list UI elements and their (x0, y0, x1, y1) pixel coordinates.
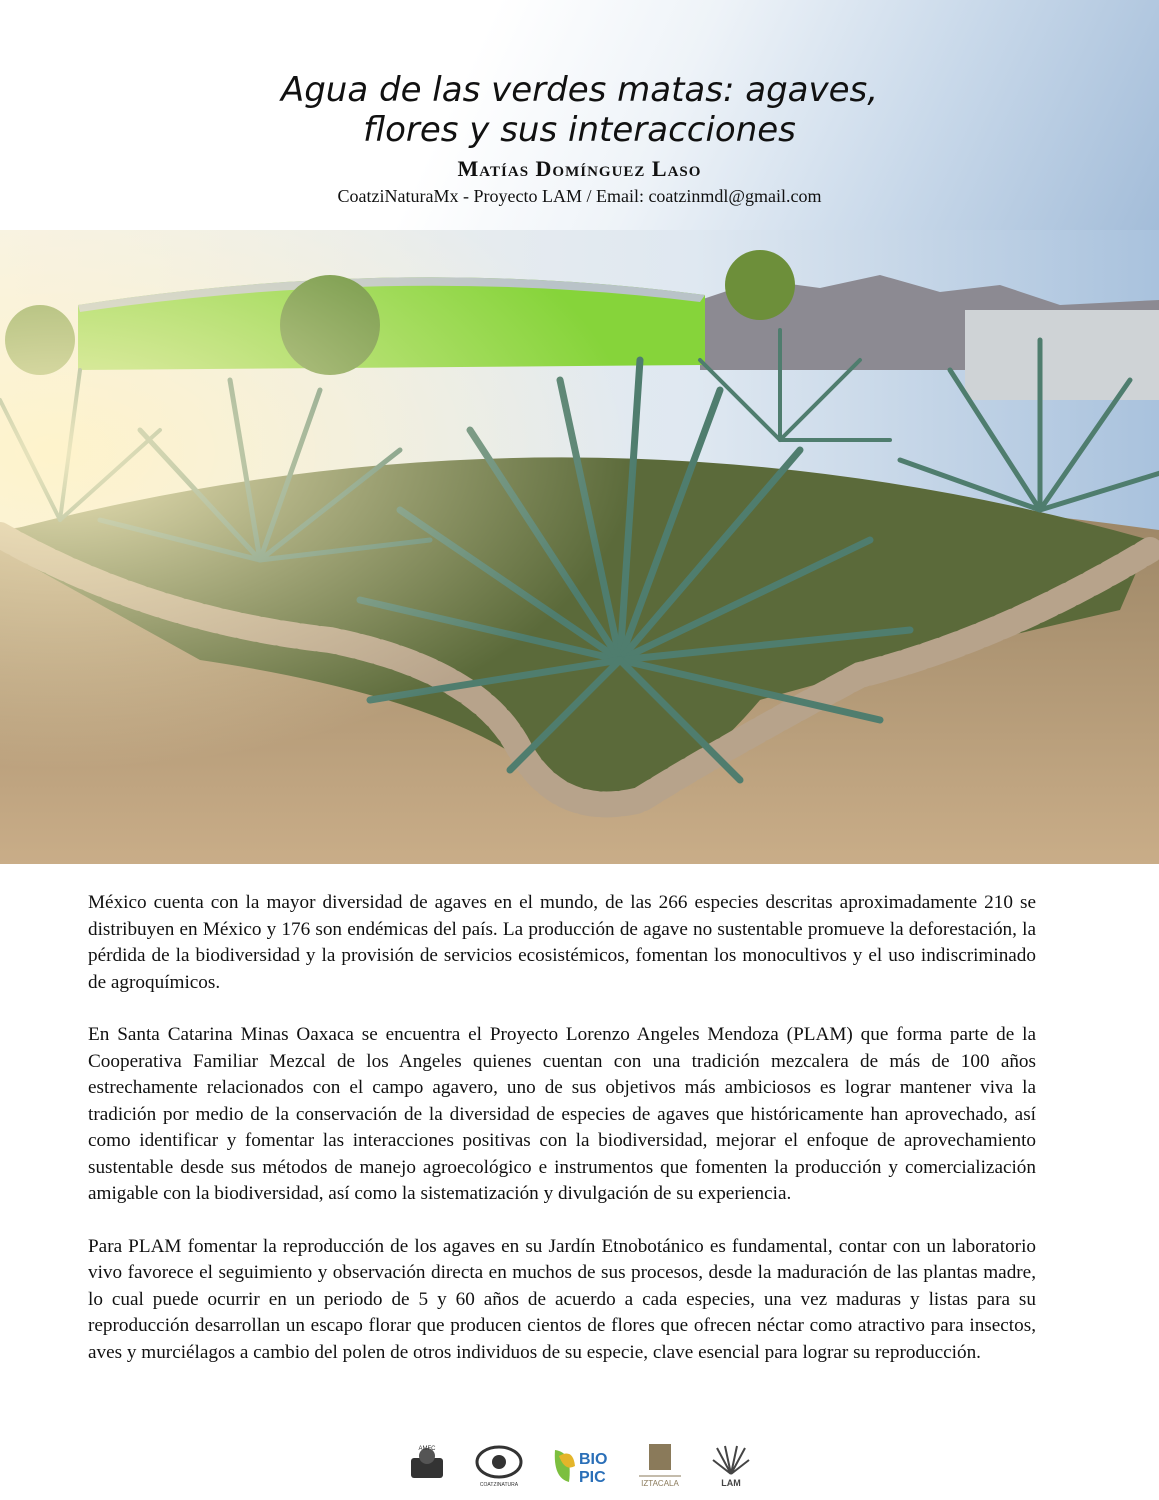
paragraph-2: En Santa Catarina Minas Oaxaca se encuentra el Proyecto Lorenzo Angeles Mendoza (PLAM) que forma parte de la Cooperativa Familiar Mezcal de los Angeles quienes cuentan con una tradición mezcalera de más de 100 años estrechamente relacionados con el campo agavero, uno de sus objetivos más ambiciosos es lograr mantener viva la tradición por medio de la conservación de la diversidad de especies de agaves que históricamente han aprovechado, así como identificar y fomentar las interacciones positivas con la biodiversidad, mejorar el enfoque de aprovechamiento sustentable desde sus métodos de manejo agroecológico e instrumentos que fomenten la producción y comercialización amigable con la biodiversidad, así como la sistematización y divulgación de su experiencia. (88, 1024, 1036, 1204)
iztacala-logo-text: IZTACALA (640, 1479, 679, 1488)
amfc-logo (405, 1442, 449, 1488)
title-line-2: flores y sus interacciones (363, 110, 796, 150)
biopic-logo-text-2: PIC (578, 1469, 606, 1486)
coatzinatura-logo-text: COATZINATURA (479, 1482, 518, 1488)
iztacala-logo (635, 1442, 685, 1488)
page-title (0, 70, 1159, 150)
header (0, 70, 1159, 207)
amfc-logo-text: AMFC (418, 1446, 435, 1452)
title-line-1: Agua de las verdes matas: agaves, (280, 70, 879, 110)
logo-strip (0, 1440, 1159, 1490)
article-body (88, 890, 1036, 1392)
paragraph-1: México cuenta con la mayor diversidad de agaves en el mundo, de las 266 especies descritas aproximadamente 210 se distribuyen en México y 176 son endémicas del país. La producción de agave no sustentable promueve la deforestación, la pérdida de la biodiversidad y la provisión de servicios ecosistémicos, fomentan los monocultivos y el uso indiscriminado de agroquímicos. (88, 892, 1036, 993)
biopic-logo (549, 1442, 613, 1488)
biopic-logo-text-1: BIO (578, 1451, 607, 1468)
author-name: Matías Domínguez Laso (457, 156, 702, 181)
affiliation: CoatziNaturaMx - Proyecto LAM / Email: coatzinmdl@gmail.com (337, 186, 822, 206)
agave-garden-photo (0, 230, 1159, 864)
coatzinatura-logo (471, 1442, 527, 1488)
lam-logo (707, 1442, 755, 1488)
lam-logo-text: LAM (720, 1478, 741, 1488)
paragraph-3: Para PLAM fomentar la reproducción de los agaves en su Jardín Etnobotánico es fundamental, contar con un laboratorio vivo favorece el seguimiento y observación directa en muchos de sus procesos, desde la maduración de las plantas madre, lo cual puede ocurrir en un periodo de 5 y 60 años de acuerdo a cada especies, una vez maduras y listas para su reproducción desarrollan un escapo florar que producen cientos de flores que ofrecen néctar como atractivo para insectos, aves y murciélagos a cambio del polen de otros individuos de su especie, clave esencial para lograr su reproducción. (88, 1235, 1036, 1363)
